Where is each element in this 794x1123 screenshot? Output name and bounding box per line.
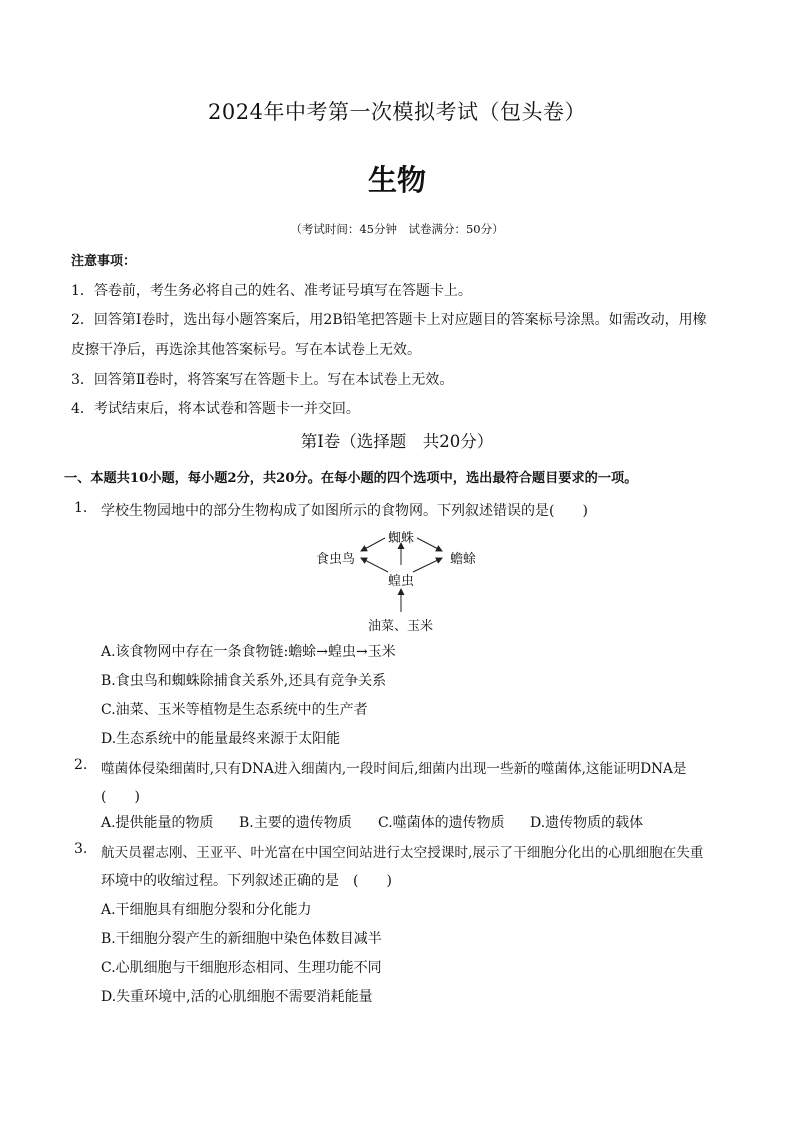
arrow-locust-to-bird (361, 558, 388, 572)
question-1-option-b: B.食虫鸟和蜘蛛除捕食关系外,还具有竞争关系 (101, 673, 387, 689)
subject-title: 生物 (367, 163, 426, 197)
question-3-option-a: A.干细胞具有细胞分裂和分化能力 (101, 902, 312, 918)
node-bird: 食虫鸟 (316, 552, 356, 567)
question-3-number: 3. (74, 841, 88, 857)
node-toad: 蟾蜍 (450, 552, 477, 567)
question-3-option-c: C.心肌细胞与干细胞形态相同、生理功能不同 (101, 960, 382, 976)
arrow-locust-to-toad (413, 558, 442, 572)
question-2-option-b: B.主要的遗传物质 (239, 815, 352, 831)
exam-info: （考试时间：45分钟 试卷满分：50分） (290, 222, 504, 236)
question-1-option-a: A.该食物网中存在一条食物链:蟾蜍→蝗虫→玉米 (101, 644, 396, 660)
arrow-spider-to-bird (361, 538, 385, 551)
question-1-number: 1. (74, 500, 88, 516)
question-3-option-b: B.干细胞分裂产生的新细胞中染色体数目减半 (101, 931, 382, 947)
exam-title: 2024年中考第一次模拟考试（包头卷） (208, 100, 586, 124)
question-1-option-d: D.生态系统中的能量最终来源于太阳能 (101, 731, 341, 747)
notice-item-3: 3．回答第Ⅱ卷时，将答案写在答题卡上。写在本试卷上无效。 (71, 372, 454, 388)
notice-item-2-cont: 皮擦干净后，再选涂其他答案标号。写在本试卷上无效。 (71, 342, 421, 358)
notice-item-4: 4．考试结束后，将本试卷和答题卡一并交回。 (71, 401, 360, 417)
question-1-option-c: C.油菜、玉米等植物是生态系统中的生产者 (101, 702, 368, 718)
question-3-option-d: D.失重环境中,活的心肌细胞不需要消耗能量 (101, 989, 373, 1005)
question-3-stem-line-1: 航天员翟志刚、王亚平、叶光富在中国空间站进行太空授课时,展示了干细胞分化出的心肌细胞在失重 (101, 845, 704, 861)
node-locust: 蝗虫 (388, 574, 415, 589)
question-2-stem-line-1: 噬菌体侵染细菌时,只有DNA进入细菌内,一段时间后,细菌内出现一些新的噬菌体,这能证明DNA是 (101, 761, 687, 777)
notice-item-1: 1．答卷前，考生务必将自己的姓名、准考证号填写在答题卡上。 (71, 283, 472, 299)
question-3-stem-line-2: 环境中的收缩过程。下列叙述正确的是 ( ) (101, 873, 392, 889)
notice-heading: 注意事项： (71, 254, 137, 269)
part-heading: 一、本题共10小题，每小题2分，共20分。在每小题的四个选项中，选出最符合题目要求的一项。 (64, 471, 638, 486)
question-1-stem: 学校生物园地中的部分生物构成了如图所示的食物网。下列叙述错误的是( ) (101, 503, 588, 519)
notice-item-2: 2．回答第Ⅰ卷时，选出每小题答案后，用2B铅笔把答题卡上对应题目的答案标号涂黑。如需改动，用橡 (71, 312, 707, 328)
question-2-option-a: A.提供能量的物质 (101, 815, 214, 831)
node-spider: 蜘蛛 (388, 531, 415, 546)
node-plants: 油菜、玉米 (368, 619, 434, 634)
question-2-option-c: C.噬菌体的遗传物质 (378, 815, 505, 831)
question-2-stem-line-2: ( ) (101, 789, 140, 805)
question-2-number: 2. (74, 757, 88, 773)
question-2-option-d: D.遗传物质的载体 (530, 815, 644, 831)
section-title: 第Ⅰ卷（选择题 共20分） (300, 432, 494, 451)
arrow-spider-to-toad (417, 538, 442, 551)
